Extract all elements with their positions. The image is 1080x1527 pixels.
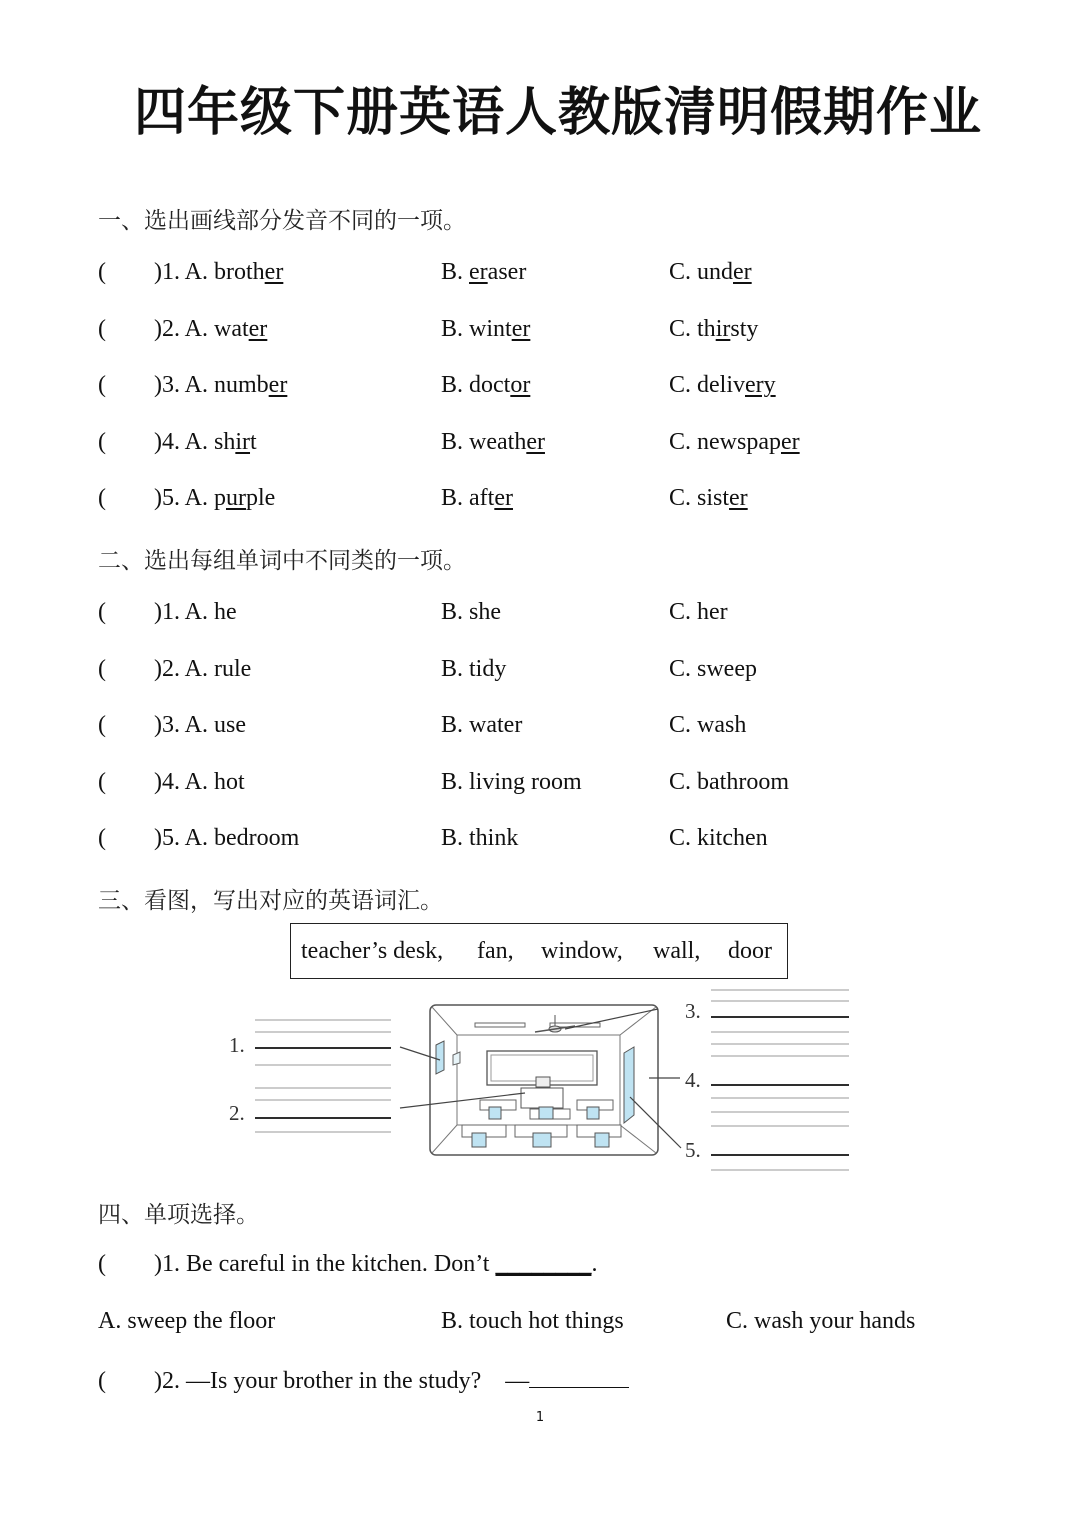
section2-heading: 二、选出每组单词中不同类的一项。 — [98, 548, 466, 574]
option-a[interactable]: A. sweep the floor — [98, 1308, 276, 1334]
classroom-picture — [430, 1005, 658, 1155]
option-c[interactable]: C. wash your hands — [726, 1308, 916, 1334]
word-bank-item: door — [728, 938, 772, 964]
page-number: 1 — [535, 1410, 545, 1425]
section2-question — [98, 656, 998, 690]
word-bank-item: teacher’s desk, — [301, 938, 444, 964]
section2-question — [98, 769, 998, 803]
classroom-illustration — [225, 985, 855, 1175]
option-b[interactable]: B. living room — [441, 768, 582, 795]
word-bank-item: fan, — [477, 938, 514, 964]
label-3: 3. — [685, 999, 701, 1023]
option-c[interactable]: C. thirsty — [669, 315, 759, 342]
question-4-1-options — [98, 1308, 998, 1342]
option-a[interactable]: ( )1. A. he — [98, 599, 237, 625]
page-title: 四年级下册英语人教版清明假期作业 — [133, 83, 982, 143]
word-bank-item: window, — [541, 938, 623, 964]
label-4: 4. — [685, 1068, 701, 1092]
question-4-1 — [98, 1251, 998, 1285]
window-icon — [436, 1041, 444, 1074]
word-bank-item: wall, — [653, 938, 701, 964]
teachers-desk-icon — [521, 1088, 563, 1108]
section1-heading: 一、选出画线部分发音不同的一项。 — [98, 208, 466, 234]
option-a[interactable]: ( )3. A. use — [98, 712, 246, 739]
section1-question — [98, 259, 998, 293]
option-b[interactable]: B. eraser — [441, 259, 527, 285]
option-b[interactable]: B. she — [441, 599, 501, 625]
option-c[interactable]: C. newspaper — [669, 428, 800, 455]
option-c[interactable]: C. delivery — [669, 372, 776, 399]
option-a[interactable]: ( )5. A. purple — [98, 485, 276, 512]
option-b[interactable]: B. after — [441, 485, 513, 512]
option-c[interactable]: C. her — [669, 599, 728, 625]
option-b[interactable]: B. winter — [441, 315, 531, 342]
answer-blank[interactable] — [529, 1365, 629, 1388]
section2-question — [98, 825, 998, 859]
option-b[interactable]: B. doctor — [441, 372, 531, 399]
word-bank-box — [290, 923, 788, 979]
option-a[interactable]: ( )4. A. shirt — [98, 428, 257, 455]
option-c[interactable]: C. sister — [669, 485, 748, 512]
option-c[interactable]: C. sweep — [669, 655, 757, 682]
option-a[interactable]: ( )2. A. rule — [98, 655, 252, 682]
label-2: 2. — [229, 1101, 245, 1125]
question-4-2 — [98, 1365, 998, 1399]
section1-question — [98, 372, 998, 406]
section4-heading: 四、单项选择。 — [98, 1202, 259, 1228]
section2-question — [98, 599, 998, 633]
option-a[interactable]: ( )4. A. hot — [98, 768, 245, 795]
option-b[interactable]: B. touch hot things — [441, 1308, 624, 1334]
option-a[interactable]: ( )3. A. number — [98, 372, 288, 399]
option-c[interactable]: C. kitchen — [669, 825, 768, 852]
question-stem: ( )2. —Is your brother in the study? — — [98, 1365, 629, 1395]
option-c[interactable]: C. bathroom — [669, 768, 789, 795]
left-writing-lines — [255, 1020, 391, 1132]
option-c[interactable]: C. wash — [669, 712, 747, 739]
label-5: 5. — [685, 1138, 701, 1162]
option-b[interactable]: B. tidy — [441, 655, 507, 682]
section3-heading: 三、看图，写出对应的英语词汇。 — [98, 888, 443, 914]
option-a[interactable]: ( )5. A. bedroom — [98, 825, 300, 852]
label-1: 1. — [229, 1033, 245, 1057]
option-c[interactable]: C. under — [669, 259, 752, 285]
question-stem: ( )1. Be careful in the kitchen. Don’t ________. — [98, 1251, 598, 1277]
answer-blank[interactable]: ________ — [495, 1251, 592, 1277]
option-a[interactable]: ( )2. A. water — [98, 315, 268, 342]
door-icon — [624, 1047, 634, 1123]
section2-question — [98, 712, 998, 746]
option-b[interactable]: B. think — [441, 825, 519, 852]
option-b[interactable]: B. weather — [441, 428, 545, 455]
option-b[interactable]: B. water — [441, 712, 523, 739]
option-a[interactable]: ( )1. A. brother — [98, 259, 284, 285]
section1-question — [98, 316, 998, 350]
section1-question — [98, 429, 998, 463]
section1-question — [98, 485, 998, 519]
